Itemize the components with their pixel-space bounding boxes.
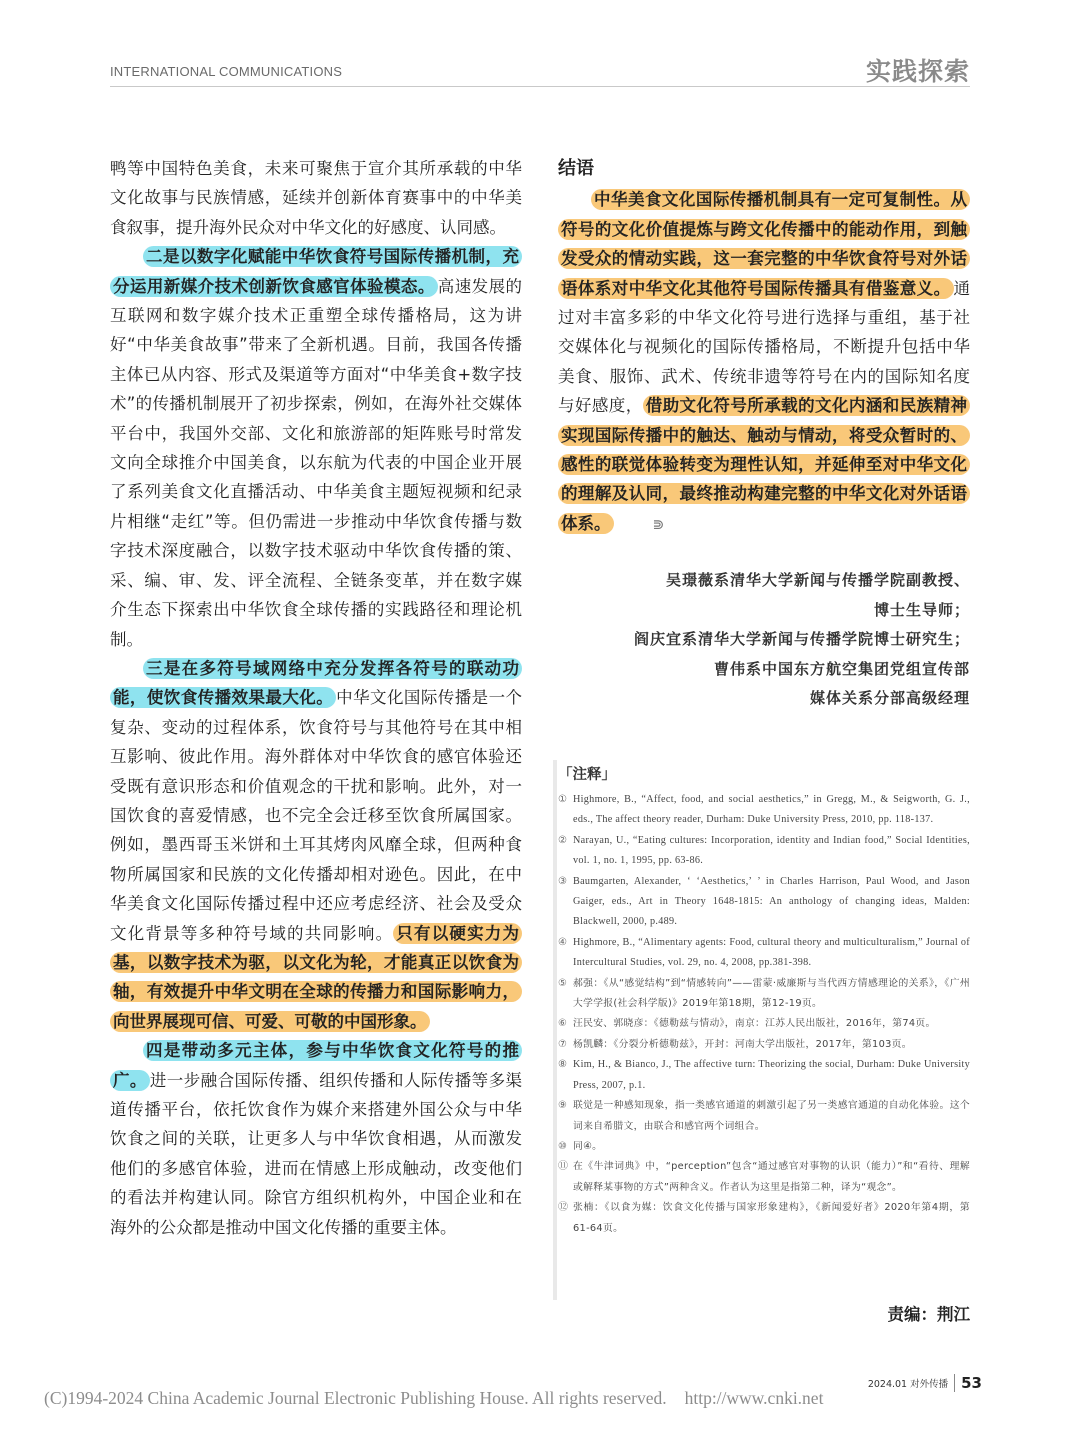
note-item: [558, 1157, 970, 1198]
paragraph-1: 鸭等中国特色美食，未来可聚焦于宣介其所承载的中华文化故事与民族情感，延续并创新体育赛事中的中华美食叙事，提升海外民众对中华文化的好感度、认同感。: [110, 159, 522, 237]
note-item: [558, 1014, 970, 1034]
notes-list: [558, 790, 970, 1239]
right-column: [558, 154, 970, 540]
note-number: ⑦: [558, 1038, 568, 1050]
highlight-point-4: 四是带动多元主体，参与中华饮食文化符号的推广。: [110, 1040, 522, 1090]
page-footer: [868, 1374, 982, 1392]
author-line: 阎庆宜系清华大学新闻与传播学院博士研究生；: [633, 630, 970, 648]
author-line: 吴璟薇系清华大学新闻与传播学院副教授、: [665, 571, 970, 589]
note-item: [558, 1198, 970, 1239]
cnki-url[interactable]: http://www.cnki.net: [684, 1388, 824, 1408]
highlight-point-3-conclusion: 只有以硬实力为基，以数字技术为驱，以文化为轮，才能真正以饮食为轴，有效提升中华文明在全球的传播力和国际影响力，向世界展现可信、可爱、可敬的中国形象。: [110, 923, 522, 1032]
note-text: 在《牛津词典》中，“perception”包含“通过感官对事物的认识（能力）”和“看待、理解或解释某事物的方式”两种含义。作者认为这里是指第二种，译为“观念”。: [573, 1161, 970, 1193]
conclusion-paragraph: [558, 185, 970, 540]
paragraph-4: [110, 1036, 522, 1242]
paragraph-2-body: 高速发展的互联网和数字媒介技术正重塑全球传播格局，这为讲好“中华美食故事”带来了全新机遇。目前，我国各传播主体已从内容、形式及渠道等方面对“中华美食+数字技术”的传播机制展开了初步探索，例如，在海外社交媒体平台中，我国外交部、文化和旅游部的矩阵账号时常发文向全球推介中国美食，以东航为代表的中国企业开展了系列美食文化直播活动、中华美食主题短视频和纪录片相继“走红”等。但仍需进一步推动中华饮食传播与数字技术深度融合，以数字技术驱动中华饮食传播的策、采、编、审、发、评全流程、全链条变革，并在数字媒介生态下探索出中华饮食全球传播的实践路径和理论机制。: [110, 276, 523, 649]
end-mark-icon: ⋑: [652, 516, 665, 533]
note-number: ⑤: [558, 977, 568, 989]
editor-credit: 责编：荆江: [887, 1305, 970, 1324]
footer-divider: [954, 1374, 955, 1392]
note-text: Highmore, B., “Alimentary agents: Food, cultural theory and multiculturalism,” Journal of Intercultural Studies, vol. 29, no. 4, 2008, pp.381-398.: [573, 936, 970, 969]
note-item: [558, 790, 970, 831]
note-text: Kim, H., & Bianco, J., The affective turn: Theorizing the social, Durham: Duke University Press, 2007, p.1.: [573, 1059, 970, 1091]
note-item: [558, 831, 970, 872]
note-number: ③: [558, 875, 568, 887]
paragraph-3: [110, 654, 522, 1036]
note-number: ①: [558, 794, 568, 805]
note-item: [558, 872, 970, 933]
notes-section: [558, 763, 970, 1239]
note-number: ⑧: [558, 1059, 568, 1071]
author-line: 博士生导师；: [873, 600, 970, 619]
note-number: ⑩: [558, 1140, 568, 1152]
note-text: Narayan, U., “Eating cultures: Incorporation, identity and Indian food,” Social Identities, vol. 1, no. 1, 1995, pp. 63-86.: [573, 834, 970, 867]
section-title: 实践探索: [865, 57, 970, 86]
note-text: Highmore, B., “Affect, food, and social aesthetics,” in Gregg, M., & Seigworth, G. J., eds., The affect theory reader, Durham: Duke University Press, 2010, pp. 118-137.: [573, 794, 970, 826]
issue-label: 2024.01 对外传播: [867, 1379, 949, 1390]
conclusion-highlight-2: 借助文化符号所承载的文化内涵和民族精神实现国际传播中的触达、触动与情动，将受众暂时的、感性的联觉体验转变为理性认知，并延伸至对中华文化的理解及认同，最终推动构建完整的中华文化对外话语体系。: [558, 395, 970, 534]
note-item: [558, 1137, 970, 1157]
conclusion-heading: 结语: [558, 158, 594, 179]
note-number: ⑨: [558, 1100, 568, 1112]
note-item: [558, 974, 970, 1015]
paragraph-2: [110, 242, 522, 654]
note-item: [558, 1096, 970, 1137]
author-info: [634, 566, 970, 714]
note-text: 郝强：《从“感觉结构”到“情感转向”——雷蒙·威廉斯与当代西方情感理论的关系》，《广州大学学报(社会科学版)》2019年第18期，第12-19页。: [573, 977, 970, 1010]
note-text: 联觉是一种感知现象，指一类感官通道的刺激引起了另一类感官通道的自动化体验。这个词来自希腊文，由联合和感官两个词组合。: [573, 1100, 970, 1132]
note-number: ⑪: [558, 1161, 569, 1173]
note-text: 杨凯麟：《分裂分析德勒兹》，开封：河南大学出版社，2017年，第103页。: [573, 1038, 912, 1050]
paragraph-3-body: 中华文化国际传播是一个复杂、变动的过程体系，饮食符号与其他符号在其中相互影响、彼此作用。海外群体对中华饮食的感官体验还受既有意识形态和价值观念的干扰和影响。此外，对一国饮食的喜爱情感，也不完全会迁移至饮食所属国家。例如，墨西哥玉米饼和土耳其烤肉风靡全球，但两种食物所属国家和民族的文化传播却相对逊色。因此，在中华美食文化国际传播过程中还应考虑经济、社会及受众文化背景等多种符号域的共同影响。: [110, 688, 523, 943]
note-number: ⑥: [558, 1018, 568, 1030]
author-line: 媒体关系分部高级经理: [809, 689, 970, 707]
note-item: [558, 1035, 970, 1055]
note-number: ②: [558, 834, 568, 846]
note-text: 同④。: [573, 1140, 603, 1152]
note-item: [558, 933, 970, 974]
note-item: [558, 1055, 970, 1096]
header-divider: [110, 86, 970, 87]
journal-name-en: INTERNATIONAL COMMUNICATIONS: [110, 64, 343, 79]
highlight-point-3: 三是在多符号域网络中充分发挥各符号的联动功能，使饮食传播效果最大化。: [110, 658, 522, 708]
left-column: [110, 154, 522, 1242]
page-number: 53: [961, 1374, 982, 1392]
notes-sidebar-bar: [553, 760, 557, 1300]
paragraph-4-body: 进一步融合国际传播、组织传播和人际传播等多渠道传播平台，依托饮食作为媒介来搭建外国公众与中华饮食之间的关联，让更多人与中华饮食相遇，从而激发他们的多感官体验，进而在情感上形成触动，改变他们的看法并构建认同。除官方组织机构外，中国企业和在海外的公众都是推动中国文化传播的重要主体。: [110, 1070, 523, 1237]
note-text: 汪民安、郭晓彦：《德勒兹与情动》，南京：江苏人民出版社，2016年，第74页。: [573, 1018, 936, 1030]
copyright-watermark: [44, 1388, 823, 1409]
conclusion-highlight-1: 中华美食文化国际传播机制具有一定可复制性。从符号的文化价值提炼与跨文化传播中的能动作用，到触发受众的情动实践，这一套完整的中华饮食符号对外话语体系对中华文化其他符号国际传播具有借鉴意义。: [558, 189, 970, 298]
notes-heading: 「注释」: [558, 767, 616, 783]
note-text: 张楠：《以食为媒：饮食文化传播与国家形象建构》，《新闻爱好者》2020年第4期，第61-64页。: [573, 1202, 970, 1234]
copyright-text: (C)1994-2024 China Academic Journal Electronic Publishing House. All rights reserved.: [44, 1388, 667, 1408]
note-number: ⑫: [558, 1202, 569, 1214]
note-number: ④: [558, 936, 568, 948]
author-line: 曹伟系中国东方航空集团党组宣传部: [713, 659, 970, 678]
note-text: Baumgarten, Alexander, ‘ ‘Aesthetics,’ ’ in Charles Harrison, Paul Wood, and Jason Gaiger, eds., Art in Theory 1648-1815: An anthology of changing ideas, Malden: Blackwell, 2000, p.489.: [573, 875, 970, 928]
highlight-point-2: 二是以数字化赋能中华饮食符号国际传播机制，充分运用新媒介技术创新饮食感官体验模态。: [110, 246, 522, 296]
conclusion-body: 通过对丰富多彩的中华文化符号进行选择与重组，基于社交媒体化与视频化的国际传播格局，不断提升包括中华美食、服饰、武术、传统非遗等符号在内的国际知名度与好感度，: [558, 278, 970, 416]
